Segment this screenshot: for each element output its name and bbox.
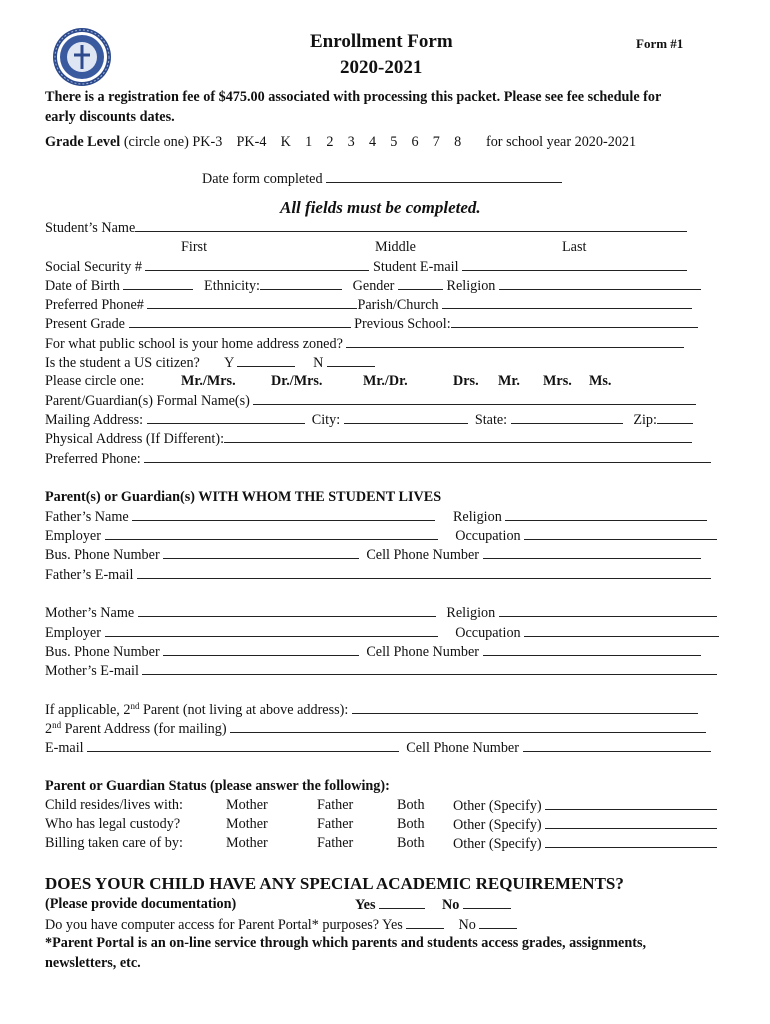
gender-field[interactable] [398,278,443,290]
student-name-field[interactable] [135,220,687,232]
grade-option[interactable]: PK-3 [192,134,223,150]
formal-names-field[interactable] [253,393,696,405]
date-completed-row: Date form completed [202,171,562,186]
school-seal-logo [52,27,112,87]
form-title: Enrollment Form [310,31,453,52]
status-specify-field[interactable] [545,836,717,848]
father-bus-phone-field[interactable] [163,547,359,559]
portal-no-field[interactable] [479,917,517,929]
status-option[interactable]: Father [317,797,354,813]
mother-religion-field[interactable] [499,605,717,617]
second-parent-contact-row: E-mail Cell Phone Number [45,740,711,755]
date-field[interactable] [326,171,562,183]
physical-row: Physical Address (If Different): [45,431,692,446]
title-option[interactable]: Mr. [498,373,520,389]
mother-name-row: Mother’s Name Religion [45,605,717,620]
zip-field[interactable] [657,412,693,424]
formal-names-row: Parent/Guardian(s) Formal Name(s) [45,393,696,408]
mother-occupation-field[interactable] [524,625,719,637]
second-parent-row: If applicable, 2nd Parent (not living at above address): [45,702,698,717]
father-email-row: Father’s E-mail [45,567,711,582]
title-option[interactable]: Mrs. [543,373,572,389]
grade-option[interactable]: 5 [390,134,398,150]
father-email-field[interactable] [137,567,711,579]
portal-yes-field[interactable] [406,917,444,929]
mother-email-field[interactable] [142,663,717,675]
documentation-row: (Please provide documentation) Yes No [45,897,236,911]
mailing-row: Mailing Address: City: State: Zip: [45,412,693,427]
mother-email-row: Mother’s E-mail [45,663,717,678]
city-field[interactable] [344,412,468,424]
form-number: Form #1 [636,36,684,51]
status-option[interactable]: Both [397,797,425,813]
phone-row: Preferred Phone# Parish/Church [45,297,692,312]
father-employer-field[interactable] [105,528,438,540]
grade-option[interactable]: PK-4 [236,134,267,150]
grade-option[interactable]: K [280,134,291,150]
citizen-no-field[interactable] [327,355,375,367]
father-cell-phone-field[interactable] [483,547,701,559]
father-phone-row: Bus. Phone Number Cell Phone Number [45,547,701,562]
status-option[interactable]: Other (Specify) [453,836,542,852]
father-name-field[interactable] [132,509,435,521]
portal-note-cont: newsletters, etc. [45,955,141,971]
title-option[interactable]: Mr./Dr. [363,373,408,389]
zoned-school-field[interactable] [346,336,684,348]
father-occupation-field[interactable] [524,528,717,540]
grade-level-row: Grade Level (circle one) PK-3 PK-4 K 1 2 3 4 5 6 7 8 for school year 2020-2021 [45,134,637,150]
preferred-phone-field-2[interactable] [144,451,711,463]
preferred-phone-row: Preferred Phone: [45,451,711,466]
mother-employer-row: Employer Occupation [45,625,719,640]
state-field[interactable] [511,412,623,424]
previous-school-field[interactable] [451,316,698,328]
status-option[interactable]: Both [397,816,425,832]
second-parent-field[interactable] [352,702,698,714]
mother-name-field[interactable] [138,605,436,617]
present-grade-row: Present Grade Previous School: [45,316,698,331]
second-parent-address-field[interactable] [230,721,706,733]
citizen-row: Is the student a US citizen? Y N [45,355,375,370]
parents-heading: Parent(s) or Guardian(s) WITH WHOM THE STUDENT LIVES [45,489,442,505]
status-heading: Parent or Guardian Status (please answer the following): [45,778,390,794]
grade-option[interactable]: 8 [454,134,462,150]
second-parent-cell-field[interactable] [523,740,711,752]
grade-option[interactable]: 7 [432,134,440,150]
father-name-row: Father’s Name Religion [45,509,707,524]
portal-note: *Parent Portal is an on-line service through which parents and students access grades, assignments, [45,935,647,951]
dob-row: Date of Birth Ethnicity: Gender Religion [45,278,701,293]
title-choice-row: Please circle one: Mr./Mrs. Dr./Mrs. Mr./Dr. Drs. Mr. Mrs. Ms. [45,373,612,389]
must-complete-note: All fields must be completed. [280,198,481,217]
title-option[interactable]: Mr./Mrs. [181,373,236,389]
status-option[interactable]: Mother [226,816,268,832]
title-option[interactable]: Ms. [589,373,612,389]
grade-option[interactable]: 3 [347,134,355,150]
status-row: Who has legal custody? Mother Father Both Other (Specify) [45,817,180,831]
status-option[interactable]: Father [317,816,354,832]
religion-field[interactable] [499,278,701,290]
mother-bus-phone-field[interactable] [163,644,359,656]
grade-option[interactable]: 4 [368,134,377,150]
grade-option[interactable]: 6 [411,134,419,150]
preferred-phone-field[interactable] [147,297,357,309]
dob-field[interactable] [123,278,193,290]
status-option[interactable]: Father [317,835,354,851]
last-label: Last [562,239,587,255]
first-label: First [181,239,208,255]
ethnicity-field[interactable] [260,278,342,290]
special-yes-field[interactable] [379,897,425,909]
status-option[interactable]: Mother [226,797,268,813]
status-row: Child resides/lives with: Mother Father Both Other (Specify) [45,798,183,812]
status-option[interactable]: Other (Specify) [453,817,542,833]
title-option[interactable]: Drs. [453,373,479,389]
status-row: Billing taken care of by: Mother Father Both Other (Specify) [45,836,183,850]
second-parent-address-row: 2nd Parent Address (for mailing) [45,721,706,736]
middle-label: Middle [375,239,416,255]
mother-phone-row: Bus. Phone Number Cell Phone Number [45,644,701,659]
fee-notice-cont: early discounts dates. [45,109,175,125]
mother-cell-phone-field[interactable] [483,644,701,656]
status-option[interactable]: Mother [226,835,268,851]
student-name-row: Student’s Name [45,220,687,235]
physical-address-field[interactable] [224,431,692,443]
ssn-row: Social Security # Student E-mail [45,259,687,274]
special-requirements-heading: DOES YOUR CHILD HAVE ANY SPECIAL ACADEMIC REQUIREMENTS? [45,874,624,893]
mother-employer-field[interactable] [105,625,438,637]
parish-field[interactable] [442,297,692,309]
portal-row: Do you have computer access for Parent Portal* purposes? Yes No [45,917,517,932]
present-grade-field[interactable] [129,316,351,328]
status-specify-field[interactable] [545,798,717,810]
status-option[interactable]: Other (Specify) [453,798,542,814]
grade-option[interactable]: 2 [326,134,334,150]
grade-option[interactable]: 1 [305,134,313,150]
title-option[interactable]: Dr./Mrs. [271,373,323,389]
citizen-yes-field[interactable] [237,355,295,367]
father-religion-field[interactable] [505,509,707,521]
fee-notice: There is a registration fee of $475.00 associated with processing this packet. Please see fee schedule for [45,89,662,105]
form-year: 2020-2021 [340,57,423,78]
mailing-address-field[interactable] [147,412,305,424]
zoned-row: For what public school is your home address zoned? [45,336,684,351]
ssn-field[interactable] [145,259,369,271]
status-specify-field[interactable] [545,817,717,829]
status-option[interactable]: Both [397,835,425,851]
second-parent-email-field[interactable] [87,740,399,752]
special-no-field[interactable] [463,897,511,909]
father-employer-row: Employer Occupation [45,528,717,543]
student-email-field[interactable] [462,259,687,271]
